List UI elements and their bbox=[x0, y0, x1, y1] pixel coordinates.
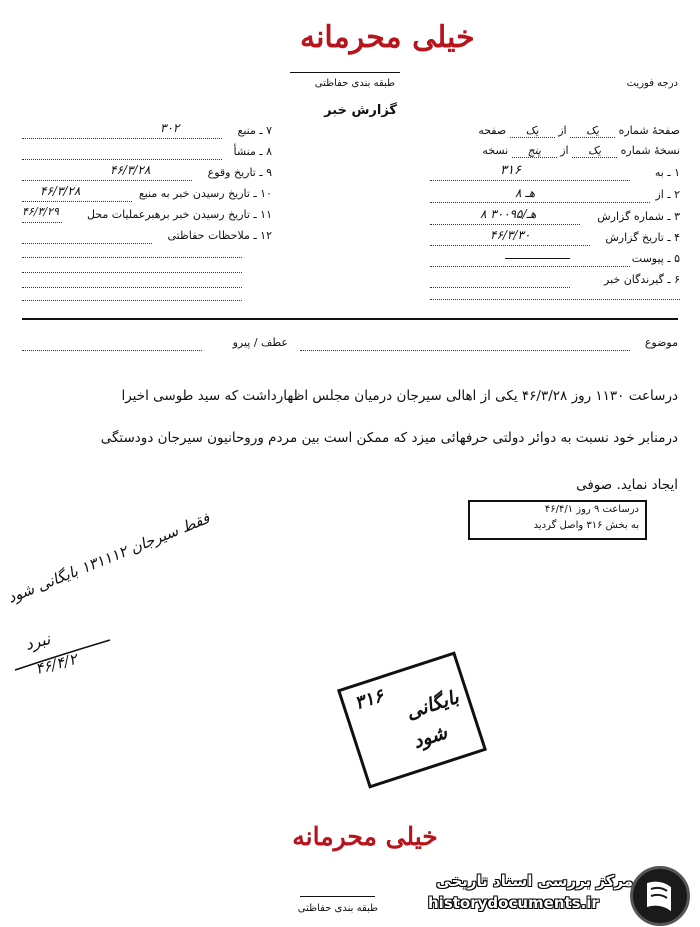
left-extra-line-4 bbox=[22, 300, 242, 301]
archive-box-text-2: شود bbox=[410, 721, 450, 753]
field-4-value: ۴۶/۳/۳۰ bbox=[490, 228, 531, 242]
field-9-occurrence-date bbox=[208, 166, 272, 179]
field-2-label: ۲ ـ از bbox=[655, 188, 680, 201]
field-2-value: ۸ هـ bbox=[515, 186, 536, 200]
page-suffix: صفحه bbox=[478, 124, 507, 137]
page-from-label: از bbox=[558, 124, 567, 137]
field-1-to bbox=[655, 166, 680, 179]
field-11-value: ۴۶/۳/۲۹ bbox=[22, 205, 59, 218]
archive-box-number: ۳۱۶ bbox=[352, 685, 387, 715]
field-5-hand-stroke bbox=[505, 258, 570, 259]
field-11-local-date bbox=[87, 208, 272, 221]
handwritten-note bbox=[5, 509, 215, 680]
copy-suffix: نسخه bbox=[482, 144, 509, 157]
received-stamp-line-1: درساعت ۹ روز ۴۶/۴/۱ bbox=[544, 504, 639, 515]
section-separator bbox=[22, 318, 678, 320]
classification-label: طبقه بندی حفاظتی bbox=[314, 78, 395, 89]
field-6-line-2 bbox=[430, 299, 680, 300]
left-extra-line-1 bbox=[22, 257, 242, 258]
field-3-label: ۳ ـ شماره گزارش bbox=[597, 210, 680, 223]
field-8-label: ۸ ـ منشأ bbox=[233, 145, 272, 158]
field-10-value: ۴۶/۳/۲۸ bbox=[40, 184, 81, 198]
handwritten-note-line-1: فقط سیرجان ۱۳۱۱۱۲ بایگانی شود bbox=[5, 509, 213, 607]
watermark-url: historydocuments.ir bbox=[428, 894, 599, 912]
copy-number-row bbox=[482, 144, 680, 158]
subject-line bbox=[300, 350, 630, 351]
classification-line bbox=[290, 72, 400, 73]
copy-number-label: نسخهٔ شماره bbox=[620, 144, 680, 157]
field-3-value: ۸ هـ/۳۰۰۹۵ bbox=[480, 207, 537, 221]
field-8-line bbox=[22, 159, 222, 160]
left-extra-line-2 bbox=[22, 272, 242, 273]
field-3-report-number bbox=[597, 210, 680, 223]
left-extra-line-3 bbox=[22, 287, 242, 288]
watermark-logo bbox=[630, 866, 690, 926]
report-title: گزارش خبر bbox=[324, 103, 397, 118]
field-5-attachment bbox=[632, 252, 680, 265]
field-1-label: ۱ ـ به bbox=[654, 166, 680, 179]
field-8-origin bbox=[233, 145, 272, 158]
field-10-label: ۱۰ ـ تاریخ رسیدن خبر به منبع bbox=[138, 187, 272, 200]
field-7-source bbox=[237, 124, 272, 137]
field-6-recipients bbox=[604, 273, 680, 286]
field-11-label: ۱۱ ـ تاریخ رسیدن خبر برهبرعملیات محل bbox=[86, 208, 272, 221]
field-4-line bbox=[430, 245, 590, 246]
body-line-1: درساعت ۱۱۳۰ روز ۴۶/۳/۲۸ یکی از اهالی سیرجان درمیان مجلس اظهارداشت که سید طوسی اخیرا bbox=[121, 388, 678, 404]
field-12-security-notes bbox=[168, 229, 273, 242]
field-6-line bbox=[430, 287, 570, 288]
reference-line bbox=[22, 350, 202, 351]
watermark-title: مرکز بررسی اسناد تاریخی bbox=[436, 872, 633, 890]
page-number-value: یک bbox=[570, 124, 615, 138]
field-6-label: ۶ ـ گیرندگان خبر bbox=[604, 273, 680, 286]
priority-label: درجه فوریت bbox=[626, 78, 678, 89]
subject-label: موضوع bbox=[644, 336, 678, 349]
page-total-value: یک bbox=[510, 124, 555, 138]
field-5-label: ۵ ـ پیوست bbox=[631, 252, 680, 265]
copy-total-value: پنج bbox=[512, 144, 557, 158]
copy-from-label: از bbox=[560, 144, 569, 157]
footer-classification-label: طبقه بندی حفاظتی bbox=[297, 903, 378, 914]
field-10-source-date bbox=[139, 187, 272, 200]
field-3-line bbox=[430, 224, 580, 225]
page-number-label: صفحهٔ شماره bbox=[618, 124, 680, 137]
field-7-value: ۳۰۲ bbox=[160, 121, 180, 135]
field-4-report-date bbox=[605, 231, 680, 244]
top-classification-stamp: خیلی محرمانه bbox=[300, 20, 475, 55]
footer-classification-line bbox=[300, 896, 375, 897]
body-line-2: درمنابر خود نسبت به دوائر دولتی حرفهائی میزد که ممکن است بین مردم وروحانیون سیرجان دودستگی bbox=[100, 430, 678, 446]
book-icon bbox=[633, 869, 687, 923]
handwritten-underline bbox=[10, 635, 120, 675]
copy-number-value: یک bbox=[572, 144, 617, 158]
archive-box bbox=[337, 651, 487, 788]
field-7-line bbox=[22, 138, 222, 139]
received-stamp bbox=[468, 500, 647, 540]
field-4-label: ۴ ـ تاریخ گزارش bbox=[605, 231, 680, 244]
field-9-value: ۴۶/۳/۲۸ bbox=[110, 163, 151, 177]
handwritten-note-line-2: نبرد bbox=[22, 629, 53, 654]
field-1-value: ۳۱۶ bbox=[500, 163, 521, 178]
handwritten-note-date: ۴۶/۴/۲ bbox=[33, 649, 79, 679]
archive-box-text-1: بایگانی bbox=[403, 686, 462, 724]
page-number-row bbox=[478, 124, 680, 138]
received-stamp-line-2: به بخش ۳۱۶ واصل گردید bbox=[533, 520, 639, 531]
field-12-line bbox=[22, 243, 152, 244]
field-9-line bbox=[22, 180, 192, 181]
reference-label: عطف / پیرو bbox=[232, 336, 288, 349]
field-9-label: ۹ ـ تاریخ وقوع bbox=[207, 166, 272, 179]
watermark bbox=[418, 866, 693, 922]
field-5-line bbox=[430, 266, 630, 267]
field-2-line bbox=[430, 202, 650, 203]
field-7-label: ۷ ـ منبع bbox=[237, 124, 272, 137]
body-line-3: ایجاد نماید. صوفی bbox=[576, 477, 678, 493]
field-10-line bbox=[22, 201, 132, 202]
field-2-from bbox=[655, 188, 680, 201]
bottom-classification-stamp: خیلی محرمانه bbox=[292, 822, 438, 851]
field-11-line bbox=[22, 222, 62, 223]
field-12-label: ۱۲ ـ ملاحظات حفاظتی bbox=[167, 229, 272, 242]
field-1-line bbox=[430, 180, 630, 181]
